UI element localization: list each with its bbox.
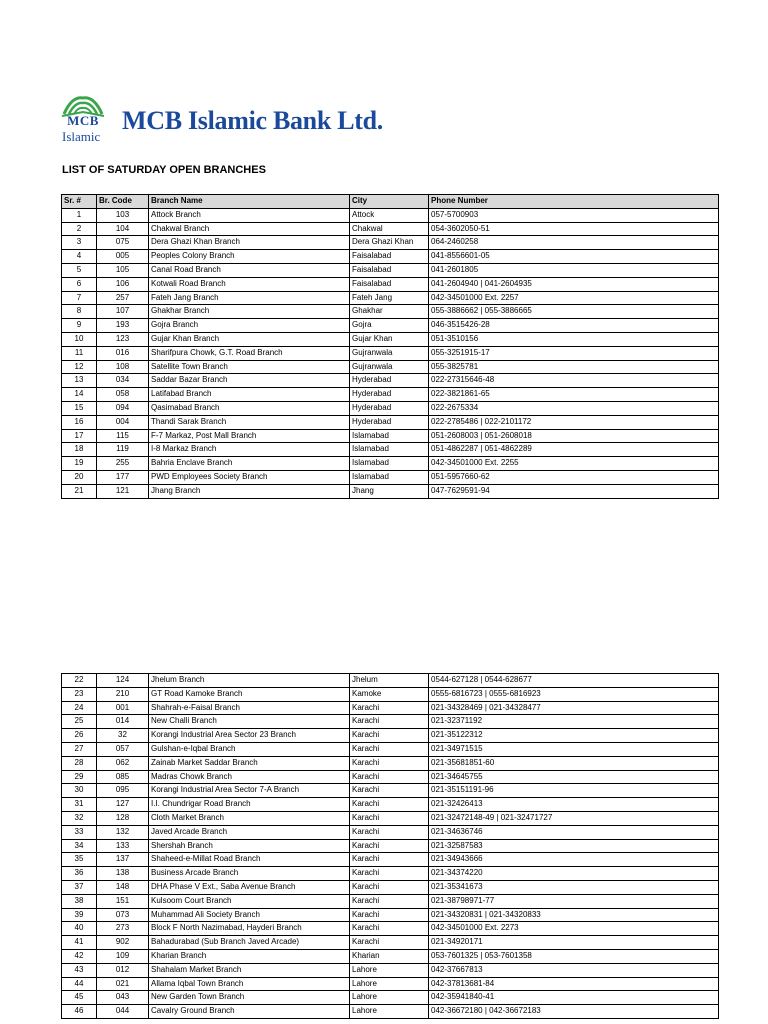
- sr-no-cell: 14: [62, 388, 97, 402]
- city-cell: Islamabad: [350, 470, 429, 484]
- branch-name-cell: Shahrah-e-Faisal Branch: [149, 701, 350, 715]
- table-row: [62, 415, 719, 429]
- branch-name-cell: PWD Employees Society Branch: [149, 470, 350, 484]
- sr-no-cell: 9: [62, 319, 97, 333]
- branch-code-cell: 021: [97, 977, 149, 991]
- header-branch-name: Branch Name: [149, 195, 350, 209]
- sr-no-cell: 31: [62, 798, 97, 812]
- phone-number-cell: 022-2785486 | 022-2101172: [429, 415, 719, 429]
- phone-number-cell: 021-35122312: [429, 729, 719, 743]
- city-cell: Hyderabad: [350, 374, 429, 388]
- phone-number-cell: 021-34320831 | 021-34320833: [429, 908, 719, 922]
- branch-name-cell: Ghakhar Branch: [149, 305, 350, 319]
- phone-number-cell: 041-8556601-05: [429, 250, 719, 264]
- phone-number-cell: 022-2675334: [429, 401, 719, 415]
- table-row: [62, 277, 719, 291]
- sr-no-cell: 20: [62, 470, 97, 484]
- table-row: [62, 374, 719, 388]
- branch-code-cell: 177: [97, 470, 149, 484]
- table-row: [62, 825, 719, 839]
- sr-no-cell: 44: [62, 977, 97, 991]
- city-cell: Karachi: [350, 853, 429, 867]
- sr-no-cell: 43: [62, 963, 97, 977]
- phone-number-cell: 041-2601805: [429, 263, 719, 277]
- sr-no-cell: 4: [62, 250, 97, 264]
- branch-code-cell: 094: [97, 401, 149, 415]
- sr-no-cell: 8: [62, 305, 97, 319]
- city-cell: Karachi: [350, 839, 429, 853]
- table-row: [62, 715, 719, 729]
- table-row: [62, 674, 719, 688]
- table-row: [62, 729, 719, 743]
- phone-number-cell: 021-35681851-60: [429, 756, 719, 770]
- sr-no-cell: 6: [62, 277, 97, 291]
- city-cell: Karachi: [350, 936, 429, 950]
- table-row: [62, 250, 719, 264]
- phone-number-cell: 042-37813681-84: [429, 977, 719, 991]
- table-row: [62, 401, 719, 415]
- city-cell: Attock: [350, 208, 429, 222]
- city-cell: Dera Ghazi Khan: [350, 236, 429, 250]
- sr-no-cell: 42: [62, 949, 97, 963]
- branch-code-cell: 148: [97, 880, 149, 894]
- phone-number-cell: 022-3821861-65: [429, 388, 719, 402]
- table-row: [62, 443, 719, 457]
- phone-number-cell: 021-32472148-49 | 021-32471727: [429, 811, 719, 825]
- sr-no-cell: 30: [62, 784, 97, 798]
- phone-number-cell: 051-3510156: [429, 332, 719, 346]
- branch-code-cell: 151: [97, 894, 149, 908]
- city-cell: Chakwal: [350, 222, 429, 236]
- table-row: [62, 853, 719, 867]
- phone-number-cell: 042-37667813: [429, 963, 719, 977]
- branch-code-cell: 105: [97, 263, 149, 277]
- sr-no-cell: 26: [62, 729, 97, 743]
- branch-name-cell: DHA Phase V Ext., Saba Avenue Branch: [149, 880, 350, 894]
- branch-code-cell: 210: [97, 687, 149, 701]
- branch-code-cell: 103: [97, 208, 149, 222]
- mcb-islamic-logo: [58, 92, 108, 152]
- branch-code-cell: 073: [97, 908, 149, 922]
- branch-name-cell: New Challi Branch: [149, 715, 350, 729]
- header-sr-no: Sr. #: [62, 195, 97, 209]
- branch-name-cell: Fateh Jang Branch: [149, 291, 350, 305]
- branch-code-cell: 121: [97, 484, 149, 498]
- branch-code-cell: 255: [97, 457, 149, 471]
- table-row: [62, 756, 719, 770]
- branch-code-cell: 124: [97, 674, 149, 688]
- city-cell: Lahore: [350, 963, 429, 977]
- city-cell: Karachi: [350, 756, 429, 770]
- city-cell: Karachi: [350, 701, 429, 715]
- table-row: [62, 319, 719, 333]
- branch-name-cell: Kharian Branch: [149, 949, 350, 963]
- phone-number-cell: 021-34374220: [429, 867, 719, 881]
- phone-number-cell: 021-32587583: [429, 839, 719, 853]
- table-row: [62, 332, 719, 346]
- phone-number-cell: 041-2604940 | 041-2604935: [429, 277, 719, 291]
- sr-no-cell: 29: [62, 770, 97, 784]
- branch-name-cell: Sharifpura Chowk, G.T. Road Branch: [149, 346, 350, 360]
- table-row: [62, 429, 719, 443]
- branch-name-cell: Shershah Branch: [149, 839, 350, 853]
- phone-number-cell: 064-2460258: [429, 236, 719, 250]
- phone-number-cell: 055-3251915-17: [429, 346, 719, 360]
- branch-code-cell: 107: [97, 305, 149, 319]
- branch-code-cell: 034: [97, 374, 149, 388]
- branch-code-cell: 108: [97, 360, 149, 374]
- branch-name-cell: Javed Arcade Branch: [149, 825, 350, 839]
- branch-code-cell: 014: [97, 715, 149, 729]
- sr-no-cell: 45: [62, 991, 97, 1005]
- phone-number-cell: 055-3886662 | 055-3886665: [429, 305, 719, 319]
- sr-no-cell: 33: [62, 825, 97, 839]
- header-phone-number: Phone Number: [429, 195, 719, 209]
- table-row: [62, 949, 719, 963]
- phone-number-cell: 021-34943666: [429, 853, 719, 867]
- sr-no-cell: 7: [62, 291, 97, 305]
- logo-islamic-text: Islamic: [62, 129, 101, 144]
- city-cell: Lahore: [350, 991, 429, 1005]
- table-header-row: [62, 195, 719, 209]
- city-cell: Karachi: [350, 880, 429, 894]
- branch-name-cell: Block F North Nazimabad, Hayderi Branch: [149, 922, 350, 936]
- branch-code-cell: 095: [97, 784, 149, 798]
- city-cell: Faisalabad: [350, 263, 429, 277]
- branch-code-cell: 012: [97, 963, 149, 977]
- phone-number-cell: 0555-6816723 | 0555-6816923: [429, 687, 719, 701]
- city-cell: Karachi: [350, 908, 429, 922]
- table-row: [62, 360, 719, 374]
- table-row: [62, 770, 719, 784]
- phone-number-cell: 021-34920171: [429, 936, 719, 950]
- phone-number-cell: 051-4862287 | 051-4862289: [429, 443, 719, 457]
- branch-name-cell: Gulshan-e-Iqbal Branch: [149, 742, 350, 756]
- branch-name-cell: Shahalam Market Branch: [149, 963, 350, 977]
- header-branch-code: Br. Code: [97, 195, 149, 209]
- table-row: [62, 346, 719, 360]
- sr-no-cell: 16: [62, 415, 97, 429]
- phone-number-cell: 021-38798971-77: [429, 894, 719, 908]
- branch-name-cell: Bahadurabad (Sub Branch Javed Arcade): [149, 936, 350, 950]
- branch-name-cell: Cavalry Ground Branch: [149, 1005, 350, 1019]
- branch-name-cell: Satellite Town Branch: [149, 360, 350, 374]
- sr-no-cell: 17: [62, 429, 97, 443]
- table-row: [62, 470, 719, 484]
- header-city: City: [350, 195, 429, 209]
- branch-name-cell: Chakwal Branch: [149, 222, 350, 236]
- branch-name-cell: Kulsoom Court Branch: [149, 894, 350, 908]
- branches-table-part-1: [61, 194, 719, 499]
- branch-code-cell: 128: [97, 811, 149, 825]
- branch-code-cell: 127: [97, 798, 149, 812]
- city-cell: Hyderabad: [350, 401, 429, 415]
- city-cell: Karachi: [350, 742, 429, 756]
- table-row: [62, 784, 719, 798]
- phone-number-cell: 047-7629591-94: [429, 484, 719, 498]
- branch-code-cell: 001: [97, 701, 149, 715]
- branch-code-cell: 32: [97, 729, 149, 743]
- table-row: [62, 798, 719, 812]
- branch-code-cell: 043: [97, 991, 149, 1005]
- city-cell: Kharian: [350, 949, 429, 963]
- sr-no-cell: 36: [62, 867, 97, 881]
- sr-no-cell: 13: [62, 374, 97, 388]
- sr-no-cell: 1: [62, 208, 97, 222]
- branch-code-cell: 057: [97, 742, 149, 756]
- table-row: [62, 811, 719, 825]
- city-cell: Faisalabad: [350, 277, 429, 291]
- city-cell: Gujar Khan: [350, 332, 429, 346]
- branch-name-cell: Thandi Sarak Branch: [149, 415, 350, 429]
- branch-code-cell: 104: [97, 222, 149, 236]
- branch-code-cell: 257: [97, 291, 149, 305]
- table-row: [62, 222, 719, 236]
- city-cell: Islamabad: [350, 457, 429, 471]
- city-cell: Islamabad: [350, 429, 429, 443]
- sr-no-cell: 37: [62, 880, 97, 894]
- phone-number-cell: 042-34501000 Ext. 2255: [429, 457, 719, 471]
- table-row: [62, 936, 719, 950]
- table-row: [62, 291, 719, 305]
- city-cell: Karachi: [350, 729, 429, 743]
- phone-number-cell: 022-27315646-48: [429, 374, 719, 388]
- branch-code-cell: 138: [97, 867, 149, 881]
- city-cell: Lahore: [350, 977, 429, 991]
- table-row: [62, 388, 719, 402]
- city-cell: Karachi: [350, 867, 429, 881]
- branch-name-cell: Latifabad Branch: [149, 388, 350, 402]
- table-row: [62, 236, 719, 250]
- table-row: [62, 908, 719, 922]
- sr-no-cell: 34: [62, 839, 97, 853]
- phone-number-cell: 042-34501000 Ext. 2257: [429, 291, 719, 305]
- table-row: [62, 922, 719, 936]
- phone-number-cell: 042-35941840-41: [429, 991, 719, 1005]
- phone-number-cell: 053-7601325 | 053-7601358: [429, 949, 719, 963]
- branch-name-cell: Korangi Industrial Area Sector 7-A Branch: [149, 784, 350, 798]
- branches-table-part-2: [61, 673, 719, 1019]
- branch-code-cell: 123: [97, 332, 149, 346]
- phone-number-cell: 0544-627128 | 0544-628677: [429, 674, 719, 688]
- city-cell: Karachi: [350, 811, 429, 825]
- city-cell: Karachi: [350, 715, 429, 729]
- branch-code-cell: 004: [97, 415, 149, 429]
- phone-number-cell: 042-34501000 Ext. 2273: [429, 922, 719, 936]
- branch-name-cell: I-8 Markaz Branch: [149, 443, 350, 457]
- table-row: [62, 977, 719, 991]
- city-cell: Karachi: [350, 894, 429, 908]
- branch-name-cell: Canal Road Branch: [149, 263, 350, 277]
- sr-no-cell: 41: [62, 936, 97, 950]
- city-cell: Karachi: [350, 770, 429, 784]
- sr-no-cell: 5: [62, 263, 97, 277]
- table-row: [62, 963, 719, 977]
- city-cell: Lahore: [350, 1005, 429, 1019]
- table-row: [62, 742, 719, 756]
- phone-number-cell: 055-3825781: [429, 360, 719, 374]
- branch-code-cell: 273: [97, 922, 149, 936]
- branch-name-cell: Qasimabad Branch: [149, 401, 350, 415]
- phone-number-cell: 051-2608003 | 051-2608018: [429, 429, 719, 443]
- branch-name-cell: Peoples Colony Branch: [149, 250, 350, 264]
- branch-name-cell: GT Road Kamoke Branch: [149, 687, 350, 701]
- sr-no-cell: 24: [62, 701, 97, 715]
- phone-number-cell: 051-5957660-62: [429, 470, 719, 484]
- city-cell: Karachi: [350, 825, 429, 839]
- table-row: [62, 991, 719, 1005]
- sr-no-cell: 10: [62, 332, 97, 346]
- branch-name-cell: Attock Branch: [149, 208, 350, 222]
- city-cell: Gujranwala: [350, 346, 429, 360]
- branch-name-cell: I.I. Chundrigar Road Branch: [149, 798, 350, 812]
- logo-mcb-text: MCB: [67, 113, 99, 128]
- city-cell: Hyderabad: [350, 388, 429, 402]
- sr-no-cell: 46: [62, 1005, 97, 1019]
- table-row: [62, 839, 719, 853]
- table-row: [62, 1005, 719, 1019]
- branch-name-cell: Saddar Bazar Branch: [149, 374, 350, 388]
- city-cell: Gojra: [350, 319, 429, 333]
- city-cell: Kamoke: [350, 687, 429, 701]
- city-cell: Islamabad: [350, 443, 429, 457]
- sr-no-cell: 35: [62, 853, 97, 867]
- phone-number-cell: 054-3602050-51: [429, 222, 719, 236]
- branch-name-cell: Bahria Enclave Branch: [149, 457, 350, 471]
- city-cell: Karachi: [350, 798, 429, 812]
- phone-number-cell: 021-32371192: [429, 715, 719, 729]
- branch-name-cell: Zainab Market Saddar Branch: [149, 756, 350, 770]
- branch-name-cell: Muhammad Ali Society Branch: [149, 908, 350, 922]
- city-cell: Gujranwala: [350, 360, 429, 374]
- branch-code-cell: 106: [97, 277, 149, 291]
- sr-no-cell: 25: [62, 715, 97, 729]
- branch-code-cell: 044: [97, 1005, 149, 1019]
- bank-name: MCB Islamic Bank Ltd.: [122, 106, 383, 135]
- branch-code-cell: 109: [97, 949, 149, 963]
- branch-code-cell: 132: [97, 825, 149, 839]
- sr-no-cell: 32: [62, 811, 97, 825]
- phone-number-cell: 057-5700903: [429, 208, 719, 222]
- table-row: [62, 484, 719, 498]
- branch-name-cell: Gujar Khan Branch: [149, 332, 350, 346]
- table-row: [62, 457, 719, 471]
- branch-name-cell: Business Arcade Branch: [149, 867, 350, 881]
- branch-name-cell: Gojra Branch: [149, 319, 350, 333]
- phone-number-cell: 021-34645755: [429, 770, 719, 784]
- city-cell: Ghakhar: [350, 305, 429, 319]
- branch-code-cell: 062: [97, 756, 149, 770]
- branch-name-cell: Cloth Market Branch: [149, 811, 350, 825]
- sr-no-cell: 19: [62, 457, 97, 471]
- sr-no-cell: 22: [62, 674, 97, 688]
- branch-name-cell: Korangi Industrial Area Sector 23 Branch: [149, 729, 350, 743]
- branch-code-cell: 016: [97, 346, 149, 360]
- phone-number-cell: 021-34636746: [429, 825, 719, 839]
- branch-code-cell: 902: [97, 936, 149, 950]
- sr-no-cell: 27: [62, 742, 97, 756]
- branch-name-cell: Allama Iqbal Town Branch: [149, 977, 350, 991]
- city-cell: Jhang: [350, 484, 429, 498]
- table-row: [62, 880, 719, 894]
- branch-code-cell: 075: [97, 236, 149, 250]
- sr-no-cell: 21: [62, 484, 97, 498]
- branch-code-cell: 058: [97, 388, 149, 402]
- phone-number-cell: 021-32426413: [429, 798, 719, 812]
- table-row: [62, 208, 719, 222]
- city-cell: Karachi: [350, 784, 429, 798]
- branch-code-cell: 193: [97, 319, 149, 333]
- sr-no-cell: 39: [62, 908, 97, 922]
- table-row: [62, 687, 719, 701]
- branch-code-cell: 005: [97, 250, 149, 264]
- sr-no-cell: 15: [62, 401, 97, 415]
- branch-name-cell: Kotwali Road Branch: [149, 277, 350, 291]
- branch-code-cell: 119: [97, 443, 149, 457]
- city-cell: Jhelum: [350, 674, 429, 688]
- sr-no-cell: 38: [62, 894, 97, 908]
- city-cell: Fateh Jang: [350, 291, 429, 305]
- city-cell: Faisalabad: [350, 250, 429, 264]
- branch-code-cell: 137: [97, 853, 149, 867]
- branch-name-cell: New Garden Town Branch: [149, 991, 350, 1005]
- city-cell: Karachi: [350, 922, 429, 936]
- table-row: [62, 894, 719, 908]
- branch-name-cell: Dera Ghazi Khan Branch: [149, 236, 350, 250]
- phone-number-cell: 046-3515426-28: [429, 319, 719, 333]
- branch-code-cell: 133: [97, 839, 149, 853]
- document-title: LIST OF SATURDAY OPEN BRANCHES: [62, 164, 266, 176]
- table-row: [62, 263, 719, 277]
- branch-name-cell: Jhelum Branch: [149, 674, 350, 688]
- table-row: [62, 701, 719, 715]
- sr-no-cell: 18: [62, 443, 97, 457]
- sr-no-cell: 23: [62, 687, 97, 701]
- sr-no-cell: 11: [62, 346, 97, 360]
- sr-no-cell: 3: [62, 236, 97, 250]
- city-cell: Hyderabad: [350, 415, 429, 429]
- phone-number-cell: 021-35151191-96: [429, 784, 719, 798]
- table-row: [62, 305, 719, 319]
- phone-number-cell: 021-34328469 | 021-34328477: [429, 701, 719, 715]
- branch-name-cell: Madras Chowk Branch: [149, 770, 350, 784]
- sr-no-cell: 28: [62, 756, 97, 770]
- phone-number-cell: 021-35341673: [429, 880, 719, 894]
- branch-name-cell: Shaheed-e-Millat Road Branch: [149, 853, 350, 867]
- branch-name-cell: F-7 Markaz, Post Mall Branch: [149, 429, 350, 443]
- sr-no-cell: 2: [62, 222, 97, 236]
- phone-number-cell: 042-36672180 | 042-36672183: [429, 1005, 719, 1019]
- branch-name-cell: Jhang Branch: [149, 484, 350, 498]
- sr-no-cell: 12: [62, 360, 97, 374]
- phone-number-cell: 021-34971515: [429, 742, 719, 756]
- branch-code-cell: 115: [97, 429, 149, 443]
- sr-no-cell: 40: [62, 922, 97, 936]
- branch-code-cell: 085: [97, 770, 149, 784]
- table-row: [62, 867, 719, 881]
